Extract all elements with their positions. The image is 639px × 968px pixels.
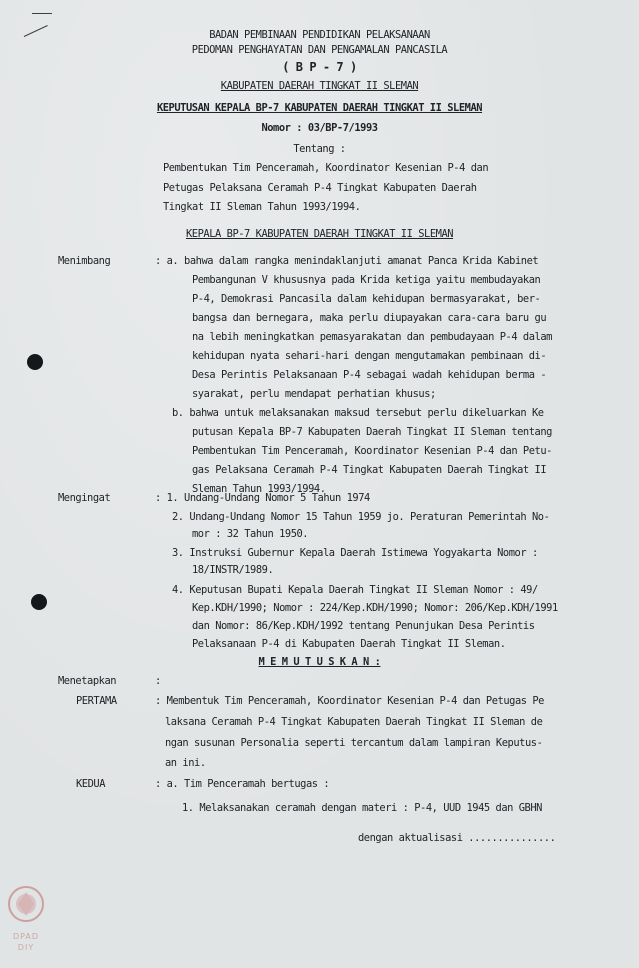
pertama-line: : Membentuk Tim Penceramah, Koordinator Kesenian P-4 dan Petugas Pe xyxy=(155,695,544,707)
menetapkan-colon: : xyxy=(155,675,161,687)
letterhead-line-2: PEDOMAN PENGHAYATAN DAN PENGAMALAN PANCASILA xyxy=(191,44,448,56)
menimbang-a-line: syarakat, perlu mendapat perhatian khusus; xyxy=(192,388,436,400)
menimbang-label: Menimbang xyxy=(58,255,111,267)
subject-line-3: Tingkat II Sleman Tahun 1993/1994. xyxy=(163,201,361,213)
about-label: Tentang : xyxy=(293,143,346,155)
letterhead-line-4: KABUPATEN DAERAH TINGKAT II SLEMAN xyxy=(220,80,419,92)
decree-title: KEPUTUSAN KEPALA BP-7 KABUPATEN DAERAH TINGKAT II SLEMAN xyxy=(156,102,483,114)
mengingat-line: dan Nomor: 86/Kep.KDH/1992 tentang Penunjukan Desa Perintis xyxy=(192,620,535,632)
kedua-label: KEDUA xyxy=(76,778,106,790)
mengingat-line: 3. Instruksi Gubernur Kepala Daerah Istimewa Yogyakarta Nomor : xyxy=(172,547,538,559)
menimbang-b-line: putusan Kepala BP-7 Kabupaten Daerah Tingkat II Sleman tentang xyxy=(192,426,552,438)
kedua-line: : a. Tim Penceramah bertugas : xyxy=(155,778,330,790)
pen-mark xyxy=(32,13,52,14)
menimbang-a-line: Desa Perintis Pelaksanaan P-4 sebagai wadah kehidupan berma - xyxy=(192,369,547,381)
mengingat-line: mor : 32 Tahun 1950. xyxy=(192,528,309,540)
menimbang-b-line: Sleman Tahun 1993/1994. xyxy=(192,483,326,495)
mengingat-line: 4. Keputusan Bupati Kepala Daerah Tingkat II Sleman Nomor : 49/ xyxy=(172,584,538,596)
watermark-text: DPAD xyxy=(12,932,40,941)
archive-watermark xyxy=(6,882,46,958)
letterhead-line-3: ( B P - 7 ) xyxy=(282,60,357,74)
menimbang-b-line: Pembentukan Tim Penceramah, Koordinator Kesenian P-4 dan Petu- xyxy=(192,445,552,457)
pertama-line: ngan susunan Personalia seperti tercantum dalam lampiran Keputus- xyxy=(165,737,543,749)
mengingat-label: Mengingat xyxy=(58,492,111,504)
menimbang-a-line: bangsa dan bernegara, maka perlu diupayakan cara-cara baru gu xyxy=(192,312,547,324)
pertama-line: an ini. xyxy=(165,757,206,769)
menimbang-b-line: gas Pelaksana Ceramah P-4 Tingkat Kabupaten Daerah Tingkat II xyxy=(192,464,547,476)
pertama-label: PERTAMA xyxy=(76,695,117,707)
mengingat-line: Pelaksanaan P-4 di Kabupaten Daerah Tingkat II Sleman. xyxy=(192,638,506,650)
continuation-text: dengan aktualisasi ............... xyxy=(358,832,556,844)
watermark-subtext: DIY xyxy=(17,943,35,952)
memutuskan-heading: M E M U T U S K A N : xyxy=(258,656,381,668)
mengingat-line: : 1. Undang-Undang Nomor 5 Tahun 1974 xyxy=(155,492,370,504)
kedua-line: 1. Melaksanakan ceramah dengan materi : P-4, UUD 1945 dan GBHN xyxy=(182,802,542,814)
menetapkan-label: Menetapkan xyxy=(58,675,117,687)
pertama-line: laksana Ceramah P-4 Tingkat Kabupaten Daerah Tingkat II Sleman de xyxy=(165,716,543,728)
punch-hole xyxy=(31,594,47,610)
menimbang-a-line: kehidupan nyata sehari-hari dengan mengutamakan pembinaan di- xyxy=(192,350,547,362)
menimbang-b-line: b. bahwa untuk melaksanakan maksud tersebut perlu dikeluarkan Ke xyxy=(172,407,544,419)
punch-hole xyxy=(27,354,43,370)
mengingat-line: 2. Undang-Undang Nomor 15 Tahun 1959 jo. Peraturan Pemerintah No- xyxy=(172,511,550,523)
menimbang-a-line: na lebih meningkatkan pemasyarakatan dan pembudayaan P-4 dalam xyxy=(192,331,552,343)
decree-number: Nomor : 03/BP-7/1993 xyxy=(261,122,378,134)
archive-seal-icon xyxy=(6,882,46,928)
mengingat-line: 18/INSTR/1989. xyxy=(192,564,274,576)
menimbang-a-line: : a. bahwa dalam rangka menindaklanjuti amanat Panca Krida Kabinet xyxy=(155,255,539,267)
official-title: KEPALA BP-7 KABUPATEN DAERAH TINGKAT II SLEMAN xyxy=(186,228,454,240)
letterhead-line-1: BADAN PEMBINAAN PENDIDIKAN PELAKSANAAN xyxy=(209,29,430,41)
menimbang-a-line: Pembangunan V khususnya pada Krida ketiga yaitu membudayakan xyxy=(192,274,541,286)
menimbang-a-line: P-4, Demokrasi Pancasila dalam kehidupan bermasyarakat, ber- xyxy=(192,293,541,305)
subject-line-2: Petugas Pelaksana Ceramah P-4 Tingkat Kabupaten Daerah xyxy=(163,182,477,194)
subject-line-1: Pembentukan Tim Penceramah, Koordinator Kesenian P-4 dan xyxy=(163,162,489,174)
mengingat-line: Kep.KDH/1990; Nomor : 224/Kep.KDH/1990; Nomor: 206/Kep.KDH/1991 xyxy=(192,602,558,614)
